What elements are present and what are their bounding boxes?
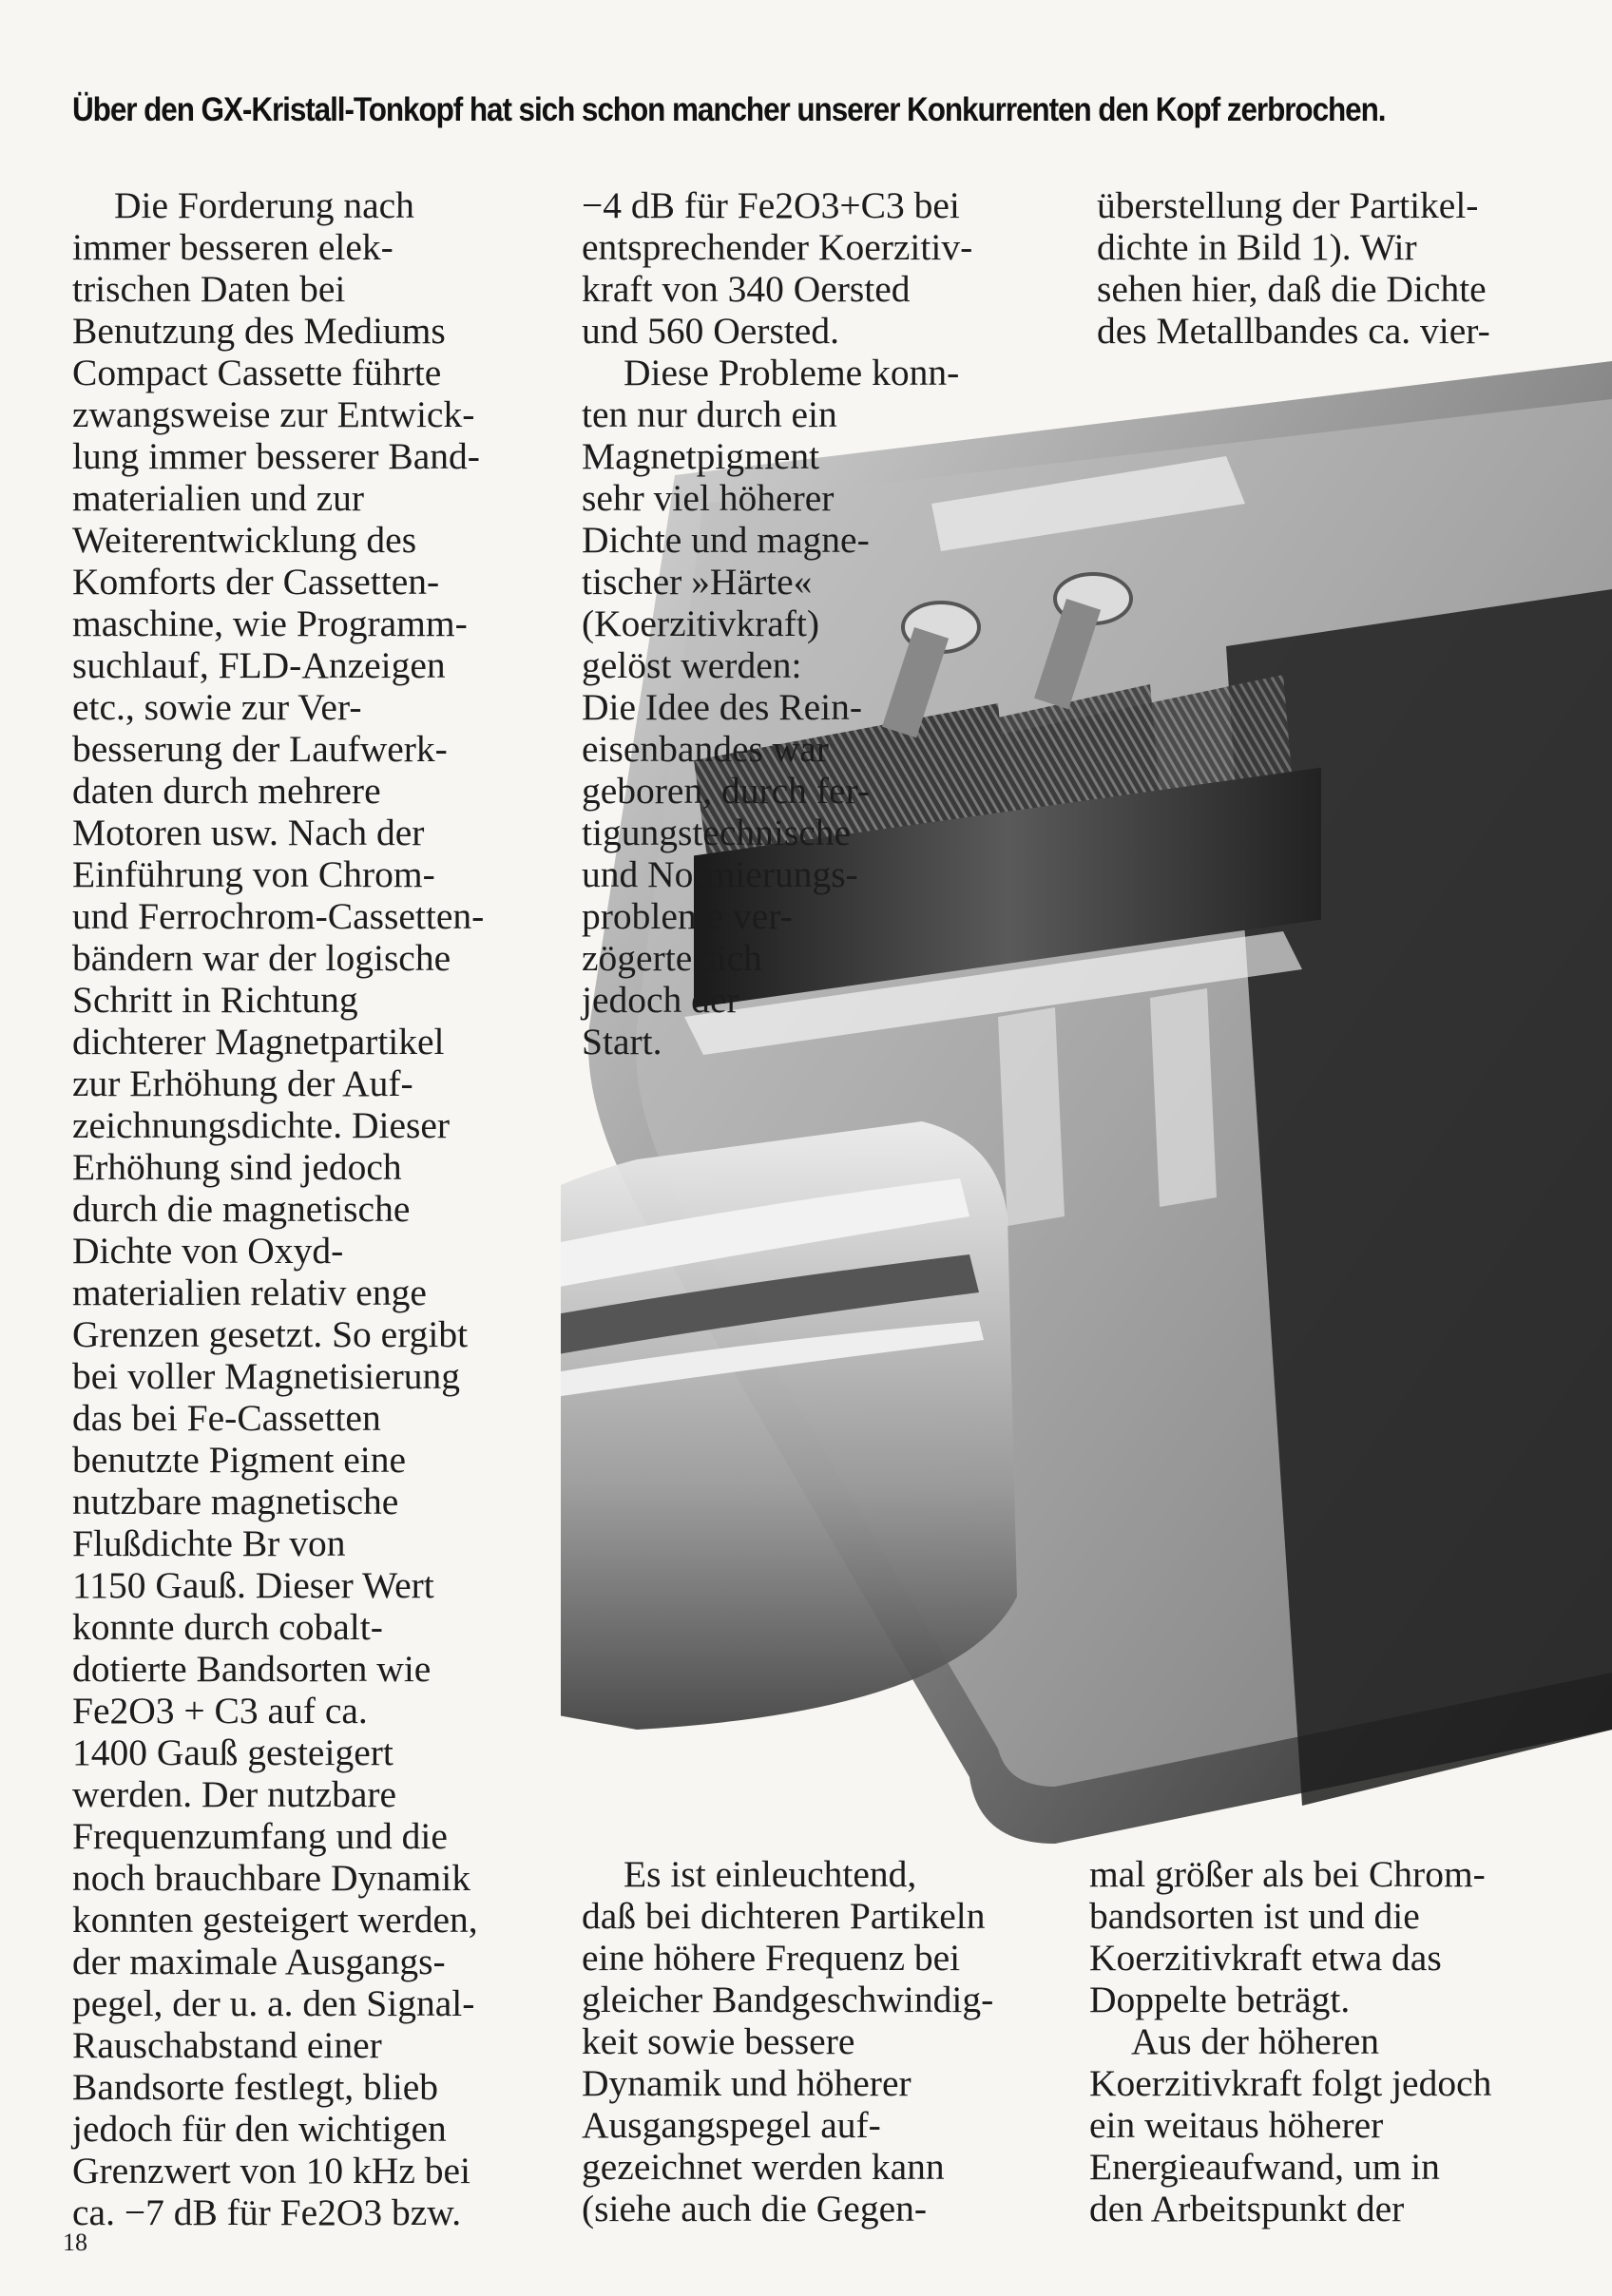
text-line: sehen hier, daß die Dichte (1097, 268, 1487, 310)
text-line: Benutzung des Mediums (72, 310, 446, 352)
text-column-1 (72, 184, 484, 2233)
text-line: −4 dB für Fe2O3+C3 bei (582, 184, 960, 226)
text-line: Schritt in Richtung (72, 979, 358, 1021)
text-line: benutzte Pigment eine (72, 1439, 407, 1481)
text-line: zur Erhöhung der Auf- (72, 1062, 413, 1104)
text-line: (siehe auch die Gegen- (582, 2188, 928, 2229)
text-line: zwangsweise zur Entwick- (72, 393, 475, 435)
text-line: Diese Probleme konn- (624, 352, 960, 393)
text-line: dichterer Magnetpartikel (72, 1021, 445, 1062)
text-line: bändern war der logische (72, 937, 451, 979)
text-line: Erhöhung sind jedoch (72, 1146, 402, 1188)
text-line: Bandsorte festlegt, blieb (72, 2066, 439, 2108)
text-line: Ausgangspegel auf- (582, 2104, 881, 2146)
text-line: bandsorten ist und die (1089, 1895, 1420, 1937)
text-line: den Arbeitspunkt der (1089, 2188, 1405, 2229)
text-line: mal größer als bei Chrom- (1089, 1853, 1486, 1895)
text-line: Frequenzumfang und die (72, 1815, 448, 1857)
text-line: und Normierungs- (582, 853, 858, 895)
text-line: Dichte und magne- (582, 519, 870, 561)
text-line: Einführung von Chrom- (72, 853, 435, 895)
text-line: Aus der höheren (1131, 2020, 1380, 2062)
text-line: besserung der Laufwerk- (72, 728, 448, 770)
text-line: konnte durch cobalt- (72, 1606, 383, 1648)
text-line: und Ferrochrom-Cassetten- (72, 895, 485, 937)
text-line: trischen Daten bei (72, 268, 346, 310)
text-line: materialien und zur (72, 477, 365, 519)
text-line: 1400 Gauß gesteigert (72, 1732, 393, 1773)
text-line: lung immer besserer Band- (72, 435, 480, 477)
text-line: ein weitaus höherer (1089, 2104, 1384, 2146)
text-column-2-bottom (582, 1853, 993, 2229)
text-line: probleme ver- (582, 895, 793, 937)
text-line: sehr viel höherer (582, 477, 835, 519)
text-line: Grenzwert von 10 kHz bei (72, 2150, 470, 2191)
page-number: 18 (63, 2229, 87, 2256)
text-line: bei voller Magnetisierung (72, 1355, 461, 1397)
text-line: (Koerzitivkraft) (582, 603, 820, 644)
text-line: Fe2O3 + C3 auf ca. (72, 1690, 368, 1732)
text-column-3-top (1097, 184, 1490, 352)
text-line: materialien relativ enge (72, 1272, 427, 1313)
text-line: und 560 Oersted. (582, 310, 839, 352)
text-line: Energieaufwand, um in (1089, 2146, 1440, 2188)
text-line: Grenzen gesetzt. So ergibt (72, 1313, 469, 1355)
text-line: des Metallbandes ca. vier- (1097, 310, 1490, 352)
text-column-3-bottom (1089, 1853, 1491, 2229)
text-line: zögerte sich (582, 937, 762, 979)
text-line: Doppelte beträgt. (1089, 1979, 1351, 2020)
text-line: Flußdichte Br von (72, 1522, 346, 1564)
text-line: pegel, der u. a. den Signal- (72, 1982, 475, 2024)
text-line: das bei Fe-Cassetten (72, 1397, 381, 1439)
text-line: Komforts der Cassetten- (72, 561, 440, 603)
text-line: Motoren usw. Nach der (72, 812, 425, 853)
text-line: kraft von 340 Oersted (582, 268, 911, 310)
text-line: immer besseren elek- (72, 226, 393, 268)
text-line: gleicher Bandgeschwindig- (582, 1979, 994, 2020)
text-line: daten durch mehrere (72, 770, 381, 812)
text-line: geboren, durch fer- (582, 770, 870, 812)
text-line: werden. Der nutzbare (72, 1773, 397, 1815)
text-line: Start. (582, 1021, 662, 1062)
text-line: Die Idee des Rein- (582, 686, 863, 728)
text-line: Koerzitivkraft folgt jedoch (1089, 2062, 1492, 2104)
text-line: Die Forderung nach (114, 184, 414, 226)
text-line: dotierte Bandsorten wie (72, 1648, 432, 1690)
text-line: maschine, wie Programm- (72, 603, 468, 644)
text-line: tischer »Härte« (582, 561, 813, 603)
text-column-2-top (582, 184, 972, 1062)
headline: Über den GX-Kristall-Tonkopf hat sich schon mancher unserer Konkurrenten den Kopf zerbrochen. (72, 91, 1386, 128)
text-line: Rauschabstand einer (72, 2024, 382, 2066)
text-line: etc., sowie zur Ver- (72, 686, 362, 728)
text-line: zeichnungsdichte. Dieser (72, 1104, 451, 1146)
text-line: noch brauchbare Dynamik (72, 1857, 470, 1899)
text-line: Dynamik und höherer (582, 2062, 912, 2104)
text-line: konnten gesteigert werden, (72, 1899, 478, 1941)
text-line: keit sowie bessere (582, 2020, 855, 2062)
text-line: Koerzitivkraft etwa das (1089, 1937, 1442, 1979)
text-line: tigungstechnische (582, 812, 852, 853)
text-line: gezeichnet werden kann (582, 2146, 945, 2188)
text-line: gelöst werden: (582, 644, 802, 686)
text-line: 1150 Gauß. Dieser Wert (72, 1564, 434, 1606)
text-line: entsprechender Koerzitiv- (582, 226, 973, 268)
text-line: jedoch für den wichtigen (72, 2108, 447, 2150)
text-line: durch die magnetische (72, 1188, 411, 1230)
text-line: Compact Cassette führte (72, 352, 442, 393)
text-line: Es ist einleuchtend, (624, 1853, 917, 1895)
text-line: Dichte von Oxyd- (72, 1230, 344, 1272)
text-line: ca. −7 dB für Fe2O3 bzw. (72, 2191, 462, 2233)
text-line: Weiterentwicklung des (72, 519, 417, 561)
text-line: dichte in Bild 1). Wir (1097, 226, 1417, 268)
text-line: ten nur durch ein (582, 393, 837, 435)
text-line: nutzbare magnetische (72, 1481, 399, 1522)
text-line: daß bei dichteren Partikeln (582, 1895, 986, 1937)
text-line: der maximale Ausgangs- (72, 1941, 446, 1982)
text-line: jedoch der (582, 979, 739, 1021)
text-line: eisenbandes war (582, 728, 829, 770)
text-line: überstellung der Partikel- (1097, 184, 1479, 226)
text-line: suchlauf, FLD-Anzeigen (72, 644, 446, 686)
text-line: eine höhere Frequenz bei (582, 1937, 961, 1979)
text-line: Magnetpigment (582, 435, 820, 477)
